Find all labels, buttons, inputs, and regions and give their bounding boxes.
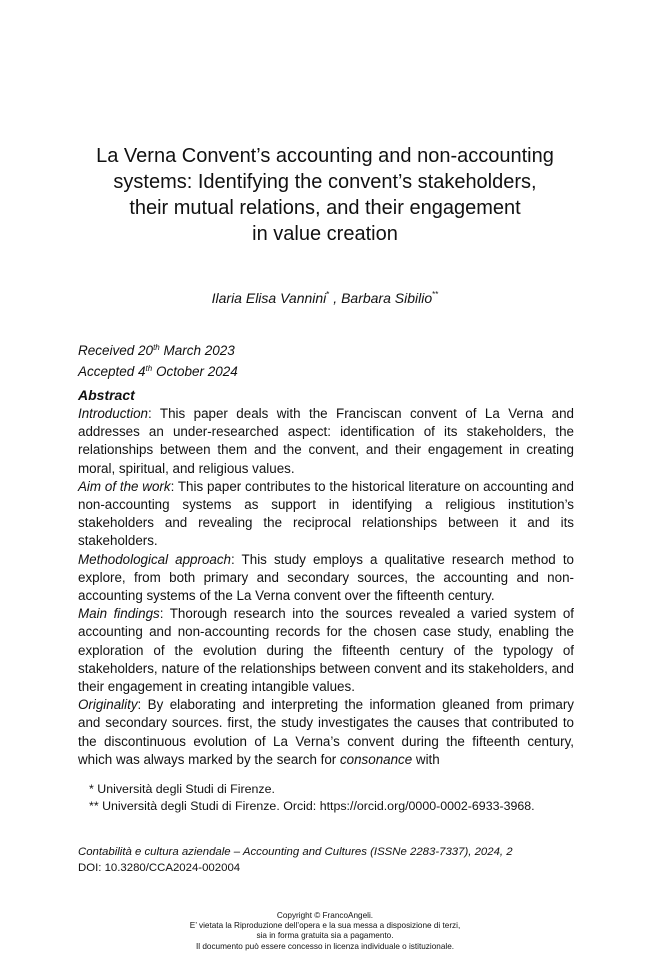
section-text: : Thorough research into the sources revealed a varied system of accounting and non-accounting records for the chosen case study, enabling the exploration of the evolution during the fifteenth century of the typology of stakeholders, nature of the relationships between convent and its stakeholders, and their engagement in creating intangible values. [78, 606, 574, 695]
copyright-line: E’ vietata la Riproduzione dell’opera e la sua messa a disposizione di terzi, [189, 921, 461, 931]
paper-title [60, 143, 590, 247]
abstract-section-findings [78, 605, 574, 696]
author-separator: , [329, 290, 342, 306]
title-line: systems: Identifying the convent’s stakeholders, [113, 171, 537, 193]
author-name: Barbara Sibilio [341, 290, 433, 306]
accepted-date: Accepted 4th October 2024 [78, 364, 238, 379]
submission-dates [78, 339, 238, 381]
footnotes [78, 781, 574, 815]
section-label: Aim of the work [78, 478, 171, 494]
received-date: Received 20th March 2023 [78, 343, 235, 358]
journal-info [78, 844, 578, 876]
title-line: in value creation [252, 223, 398, 245]
author-list [0, 290, 650, 306]
copyright-line: sia in forma gratuita sia a pagamento. [256, 931, 394, 941]
copyright-line: Il documento può essere concesso in licenza individuale o istituzionale. [195, 941, 455, 951]
section-label: Methodological approach [78, 551, 231, 567]
doi: DOI: 10.3280/CCA2024-002004 [78, 862, 241, 874]
copyright-notice [0, 911, 650, 952]
section-label: Originality [78, 697, 138, 713]
emphasis-term: consonance [339, 751, 413, 767]
abstract-section-introduction [78, 405, 574, 478]
section-text-tail: with [412, 751, 440, 767]
author-affiliation-mark: ** [432, 290, 439, 299]
abstract-section-aim [78, 478, 574, 551]
author-affiliation-mark: * [326, 290, 330, 299]
section-text: : This study employs a qualitative research method to explore, from both primary and secondary sources, the accounting and non-accounting systems of the La Verna convent over the fifteenth century. [78, 551, 574, 604]
copyright-line: Copyright © FrancoAngeli. [276, 911, 374, 920]
title-line: their mutual relations, and their engagement [129, 197, 521, 219]
section-label: Introduction [78, 406, 148, 421]
footnote-affiliation-1: * Università degli Studi di Firenze. [89, 782, 275, 796]
journal-citation: Contabilità e cultura aziendale – Accounting and Cultures (ISSNe 2283-7337), 2024, 2 [78, 846, 513, 858]
title-line: La Verna Convent’s accounting and non-accounting [96, 145, 554, 167]
author-name: Ilaria Elisa Vannini [211, 290, 327, 306]
footnote-affiliation-2: ** Università degli Studi di Firenze. Orcid: https://orcid.org/0000-0002-6933-3968. [89, 799, 535, 813]
abstract-heading: Abstract [78, 387, 135, 403]
abstract-body [78, 405, 574, 769]
abstract-section-originality [78, 696, 574, 769]
abstract-section-method [78, 551, 574, 606]
section-text: : By elaborating and interpreting the information gleaned from primary and secondary sources. first, the study investigates the causes that contributed to the discontinuous evolution of La Verna’s convent during the fifteenth century, which was always marked by the search for [78, 697, 574, 767]
section-text: : This paper contributes to the historical literature on accounting and non-accounting systems as support in identifying a religious institution’s stakeholders and revealing the reciprocal relationships between it and its stakeholders. [78, 478, 575, 549]
section-label: Main findings [78, 606, 160, 622]
section-text: : This paper deals with the Franciscan convent of La Verna and addresses an under-researched aspect: identification of its stakeholders, the relationships between them and the convent, and their engagement in creating moral, spiritual, and religious values. [78, 406, 574, 476]
